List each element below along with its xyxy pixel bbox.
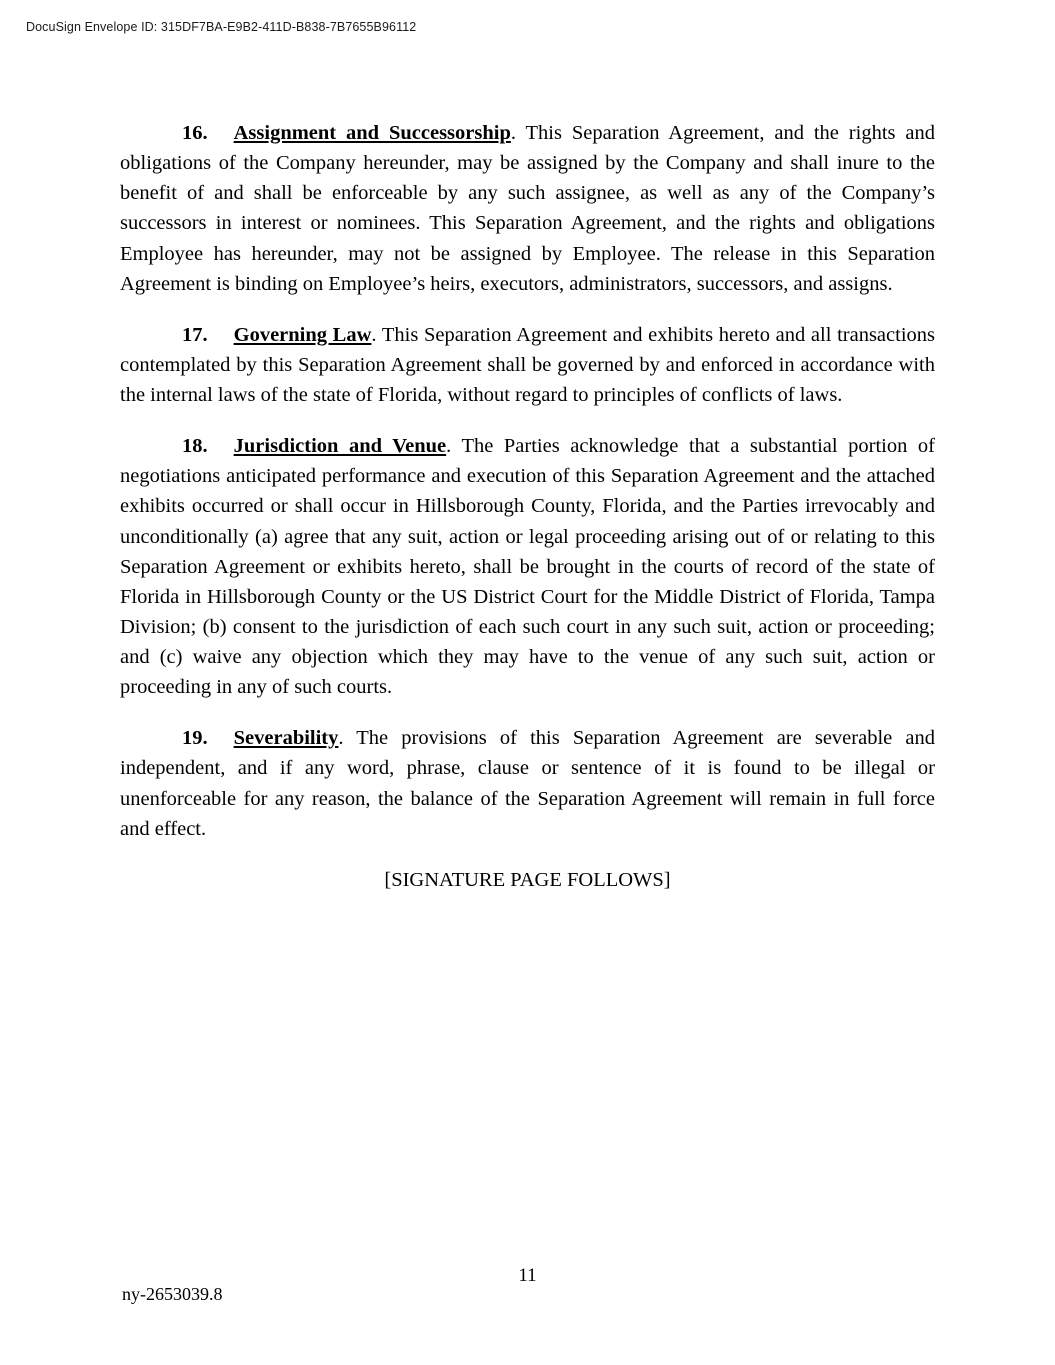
signature-page-note: [SIGNATURE PAGE FOLLOWS] [384, 868, 671, 891]
page-number: 11 [518, 1265, 537, 1286]
section-heading-punctuation: . [510, 122, 516, 144]
section-heading: Assignment and Successorship [233, 122, 511, 144]
section-heading-punctuation: . [446, 435, 452, 458]
section-text: The provisions of this Separation Agreement are severable and independent, and if any word, phrase, clause or sentence of it is found to be illegal or unenforceable for any reason, the balance of the Separation Agreement will remain in full force and effect. [120, 727, 935, 840]
document-body [120, 118, 935, 895]
section-text: This Separation Agreement, and the rights and obligations of the Company hereunder, may be assigned by the Company and shall inure to the benefit of and shall be enforceable by any such assignee, as well as any of the Company’s successors in interest or nominees. This Separation Agreement, and the rights and obligations Employee has hereunder, may not be assigned by Employee. The release in this Separation Agreement is binding on Employee’s heirs, executors, administrators, successors, and assigns. [120, 122, 935, 295]
section-text: The Parties acknowledge that a substantial portion of negotiations anticipated performance and execution of this Separation Agreement and the attached exhibits occurred or shall occur in Hillsborough County, Florida, and the Parties irrevocably and unconditionally (a) agree that any suit, action or legal proceeding arising out of or relating to this Separation Agreement or exhibits hereto, shall be brought in the courts of record of the state of Florida in Hillsborough County or the US District Court for the Middle District of Florida, Tampa Division; (b) consent to the jurisdiction of each such court in any such suit, action or proceeding; and (c) waive any objection which they may have to the venue of any such suit, action or proceeding in any of such courts. [120, 435, 935, 699]
section-number: 16. [182, 122, 208, 144]
section-text: This Separation Agreement and exhibits hereto and all transactions contemplated by this Separation Agreement shall be governed by and enforced in accordance with the internal laws of the state of Florida, without regard to principles of conflicts of laws. [120, 323, 935, 406]
section-heading: Jurisdiction and Venue [233, 435, 447, 458]
section-heading: Governing Law [233, 323, 372, 346]
section-number: 18. [182, 435, 208, 458]
section-17 [120, 320, 935, 410]
docusign-envelope-id: DocuSign Envelope ID: 315DF7BA-E9B2-411D-B838-7B7655B96112 [26, 20, 417, 34]
section-18 [120, 431, 935, 702]
section-19 [120, 723, 935, 844]
section-heading: Severability [233, 727, 339, 750]
footer-document-reference: ny-2653039.8 [122, 1284, 223, 1304]
section-heading-punctuation: . [371, 323, 377, 346]
section-number: 19. [182, 727, 208, 750]
section-16 [120, 118, 935, 299]
section-heading-punctuation: . [338, 727, 344, 750]
section-number: 17. [182, 323, 208, 346]
